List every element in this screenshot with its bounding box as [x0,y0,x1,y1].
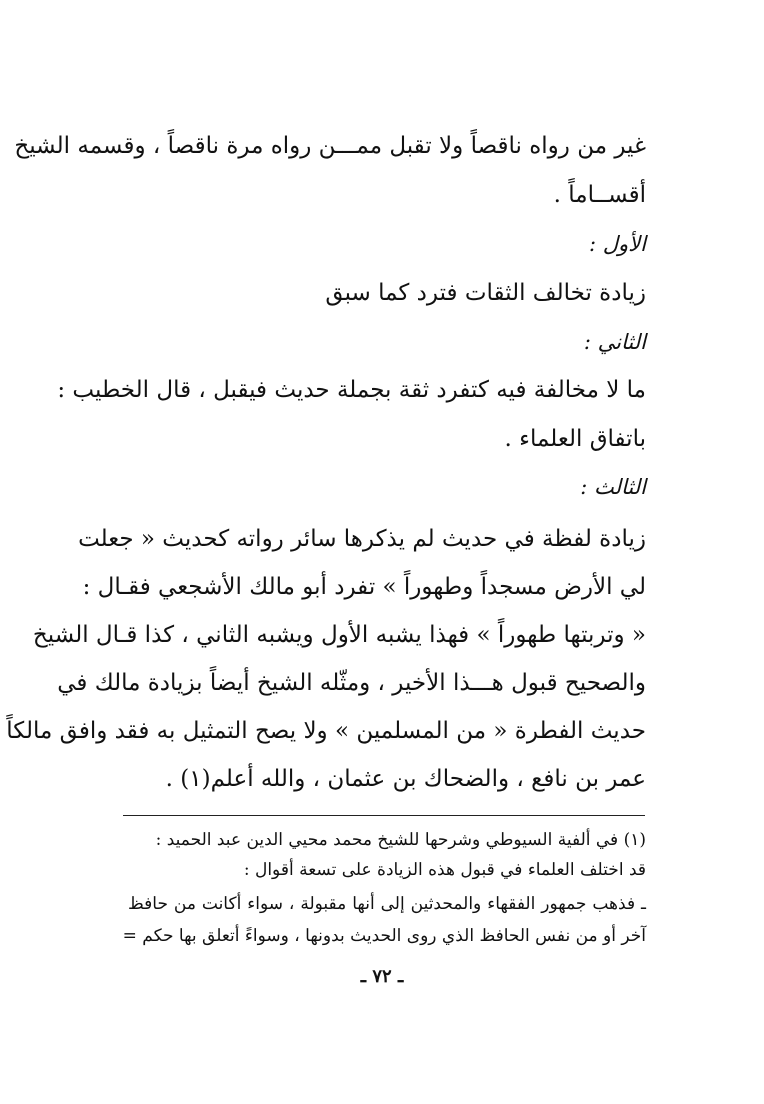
body-line-8: « وتربتها طهوراً » فهذا يشبه الأول ويشبه الثاني ، كذا قـال الشيخ [32,622,646,648]
body-line-9: والصحيح قبول هـــذا الأخير ، ومثّله الشيخ أيضاً بزيادة مالك في [57,670,646,696]
body-line-10: حديث الفطرة « من المسلمين » ولا يصح التمثيل به فقد وافق مالكاً [6,718,646,744]
body-line-2: أقســاماً . [553,182,646,208]
body-line-5: باتفاق العلماء . [504,426,646,452]
body-line-4: ما لا مخالفة فيه كتفرد ثقة بجملة حديث فيقبل ، قال الخطيب : [57,377,646,403]
body-line-6: زيادة لفظة في حديث لم يذكرها سائر رواته كحديث « جعلت [78,526,646,552]
footnote-line-2: قد اختلف العلماء في قبول هذه الزيادة على تسعة أقوال : [243,860,646,880]
footnote-line-4: آخر أو من نفس الحافظ الذي روى الحديث بدونها ، وسواءً أتعلق بها حكم = [122,926,646,946]
body-line-1: غير من رواه ناقصاً ولا تقبل ممـــن رواه مرة ناقصاً ، وقسمه الشيخ [14,133,646,159]
footnote-line-1: (١) في ألفية السيوطي وشرحها للشيخ محمد محيي الدين عبد الحميد : [155,830,646,850]
footnote-separator [123,815,645,816]
section-heading-third: الثالث : [580,475,646,499]
page-number: ـ ٧٢ ـ [360,966,404,987]
section-heading-first: الأول : [589,232,646,256]
body-line-3: زيادة تخالف الثقات فترد كما سبق [325,280,646,306]
body-line-11: عمر بن نافع ، والضحاك بن عثمان ، والله أعلم(١) . [165,766,646,792]
footnote-line-3: ـ فذهب جمهور الفقهاء والمحدثين إلى أنها مقبولة ، سواء أكانت من حافظ [128,894,646,914]
body-line-7: لي الأرض مسجداً وطهوراً » تفرد أبو مالك الأشجعي فقـال : [82,574,646,600]
section-heading-second: الثاني : [583,330,646,354]
